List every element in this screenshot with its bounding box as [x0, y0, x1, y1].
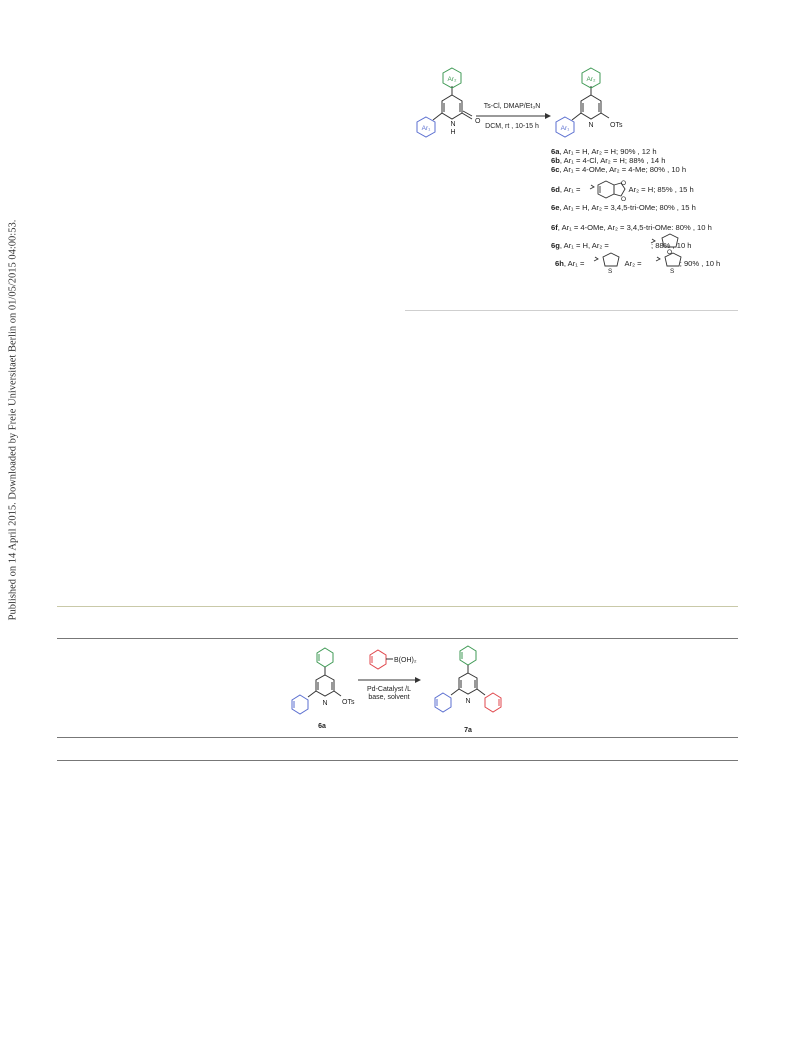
compound-6c: 6c, Ar₁ = 4-OMe, Ar₂ = 4-Me; 80% , 10 h: [551, 165, 687, 174]
product-tosylate: [572, 86, 609, 120]
reactant-6a-green-ring: [317, 648, 333, 667]
reactant-h-label: H: [450, 129, 456, 136]
scheme2-reagents-top: Pd-Catalyst /L: [367, 686, 411, 693]
product-n-label: N: [588, 122, 594, 129]
reactant-6a-blue-ring: [292, 695, 308, 714]
svg-text:S: S: [608, 268, 613, 275]
scheme2-rule-top: [57, 638, 738, 639]
benzodioxole-structure: [588, 177, 636, 203]
download-notice: [6, 210, 20, 630]
reactant-ar2-label: Ar₂: [447, 76, 457, 83]
scheme2-reagents-bottom: base, solvent: [368, 694, 410, 701]
thiophene-structure-ar1: [593, 249, 627, 275]
product-ar1-label: Ar₁: [560, 125, 570, 132]
product-7a-blue-ring: [435, 693, 451, 712]
compound-6d: 6d, Ar₁ = Ar₂ = H; 85% , 15 h: [551, 185, 694, 194]
reactant-6a-n: N: [322, 700, 328, 707]
reactant-6a-core: [308, 667, 341, 697]
download-notice-text: Published on 14 April 2015. Downloaded by Freie Universitaet Berlin on 01/05/2015 04:00:53.: [7, 219, 19, 621]
compound-6h: 6h, Ar₁ = Ar₂ = ; 90% , 10 h: [555, 259, 721, 268]
compound-6g: 6g, Ar₁ = H, Ar₂ = ; 88% , 10 h: [551, 241, 692, 250]
reactant-pyridone: [433, 86, 472, 120]
compound-6f: 6f, Ar₁ = 4-OMe, Ar₂ = 3,4,5-tri-OMe: 80% , 10 h: [551, 223, 712, 232]
product-7a-red-ring: [485, 693, 501, 712]
scheme1-reagents-bottom: DCM, rt , 10-15 h: [485, 123, 539, 130]
boronic-acid-label: B(OH)₂: [394, 657, 417, 664]
scheme-2-graphic: [280, 642, 540, 737]
section-rule-top: [57, 606, 738, 607]
compound-6a: 6a, Ar₁ = H, Ar₂ = H; 90% , 12 h: [551, 147, 657, 156]
compound-6e: 6e, Ar₁ = H, Ar₂ = 3,4,5-tri-OMe; 80% , 15 h: [551, 203, 696, 212]
scheme2-rule-mid: [57, 737, 738, 738]
phenylboronic-acid-ring: [370, 650, 386, 669]
svg-text:O: O: [621, 196, 627, 203]
svg-text:O: O: [667, 249, 673, 255]
scheme1-reagents-top: Ts-Cl, DMAP/Et₃N: [483, 103, 541, 110]
reactant-ar1-label: Ar₁: [421, 125, 431, 132]
svg-text:O: O: [621, 180, 627, 187]
reactant-n-label: N: [450, 121, 456, 128]
thiophene-structure-ar2: [655, 249, 689, 275]
product-ar2-label: Ar₂: [586, 76, 596, 83]
svg-text:S: S: [670, 268, 675, 275]
reactant-o-label: O: [475, 118, 481, 125]
product-7a-n: N: [465, 698, 471, 705]
compound-6b: 6b, Ar₁ = 4-Cl, Ar₂ = H; 88% , 14 h: [551, 156, 666, 165]
product-7a-green-ring: [460, 646, 476, 665]
reactant-6a-label: 6a: [318, 723, 326, 730]
product-7a-label: 7a: [464, 727, 472, 734]
product-7a-core: [451, 665, 485, 695]
scheme1-rule: [405, 310, 738, 311]
reactant-6a-ots: OTs: [342, 699, 355, 706]
scheme2-rule-bottom: [57, 760, 738, 761]
product-ots-label: OTs: [610, 122, 623, 129]
